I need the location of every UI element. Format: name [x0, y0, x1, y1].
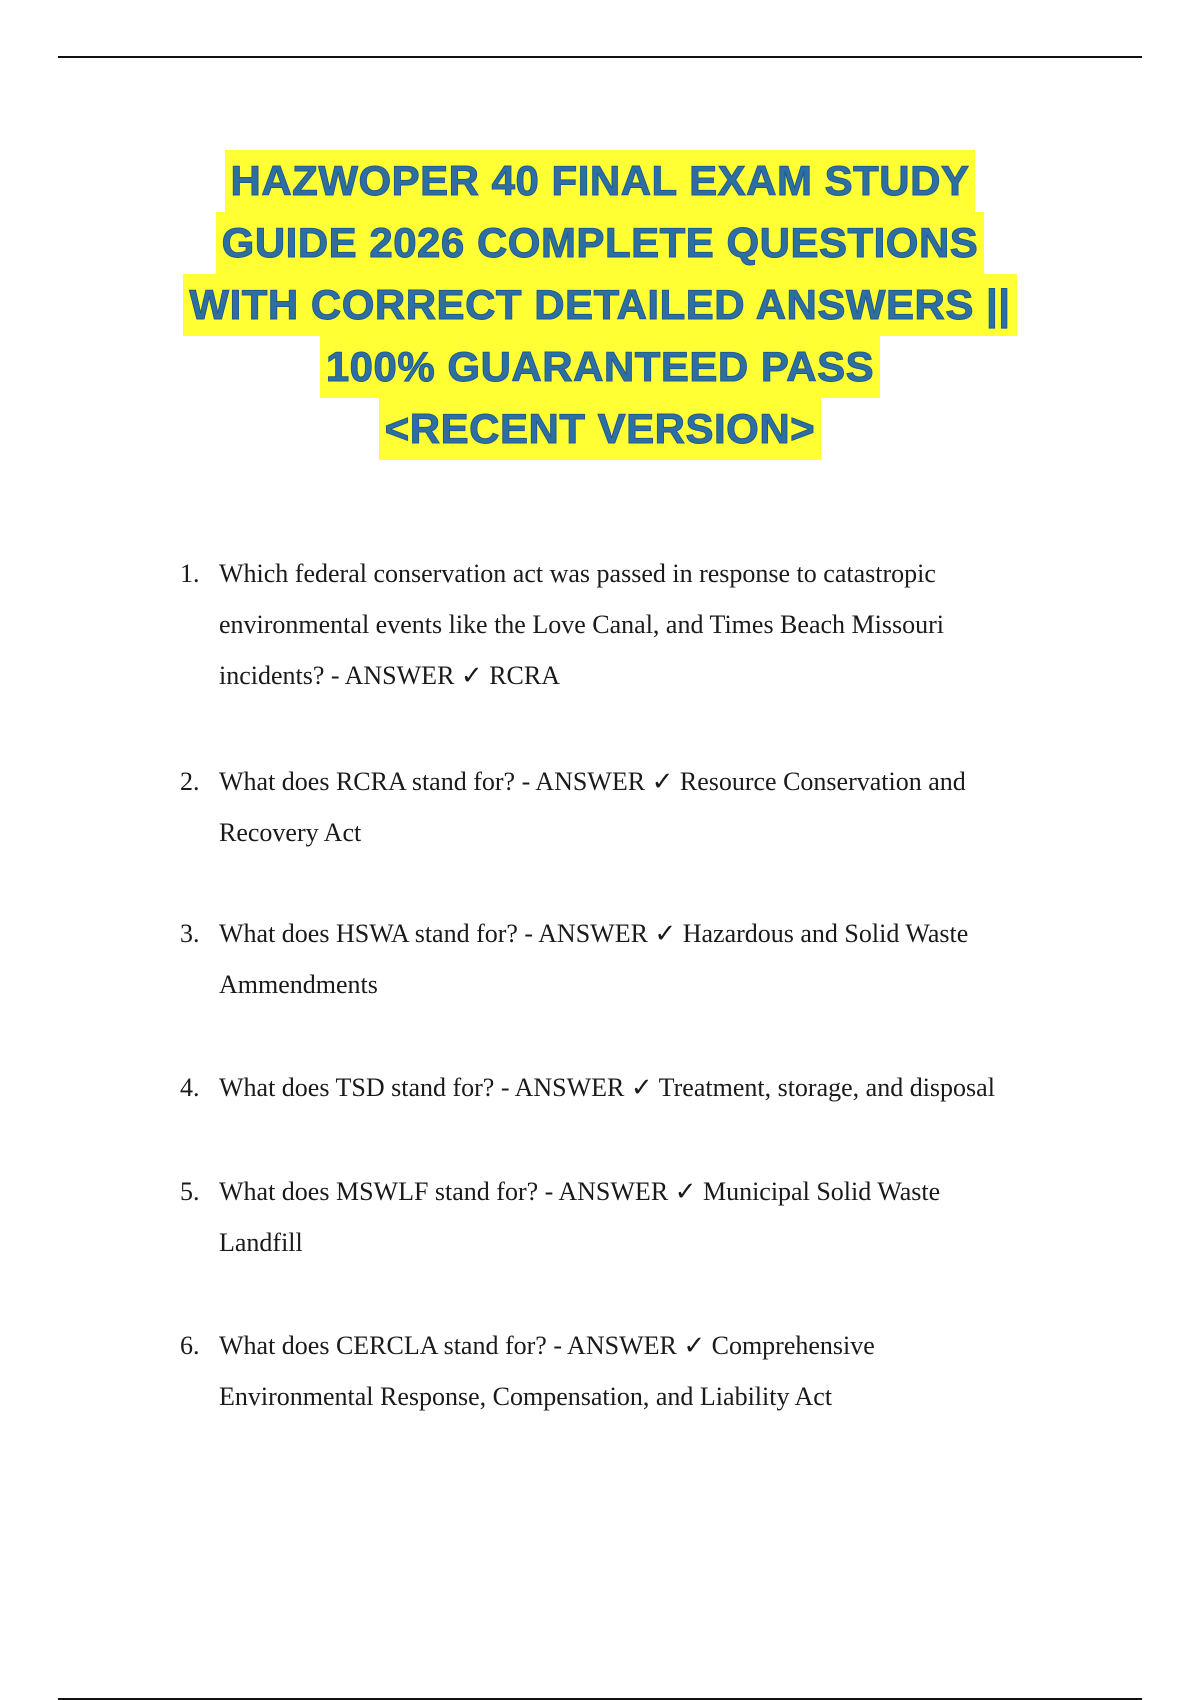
title-line-2: GUIDE 2026 COMPLETE QUESTIONS	[216, 212, 985, 274]
question-text: What does RCRA stand for? - ANSWER ✓ Resource Conservation and Recovery Act	[219, 767, 966, 847]
question-item-1	[180, 548, 1080, 701]
question-text: What does CERCLA stand for? - ANSWER ✓ Comprehensive Environmental Response, Compensation, and Liability Act	[219, 1331, 875, 1411]
question-number: 1.	[180, 559, 200, 588]
question-item-6	[180, 1320, 1080, 1422]
question-number: 4.	[180, 1073, 200, 1102]
title-line-1: HAZWOPER 40 FINAL EXAM STUDY	[225, 150, 976, 212]
question-text: What does TSD stand for? - ANSWER ✓ Treatment, storage, and disposal	[219, 1073, 995, 1102]
question-item-3	[180, 908, 1080, 1010]
question-number: 6.	[180, 1331, 200, 1360]
question-text: What does HSWA stand for? - ANSWER ✓ Hazardous and Solid Waste Ammendments	[219, 919, 969, 999]
question-number: 3.	[180, 919, 200, 948]
question-list	[180, 548, 1080, 1422]
question-text: Which federal conservation act was passed in response to catastropic environmental events like the Love Canal, and Times Beach Missouri incidents? - ANSWER ✓ RCRA	[219, 559, 944, 690]
title-line-5: <RECENT VERSION>	[379, 398, 821, 460]
document-title	[100, 150, 1100, 460]
title-line-4: 100% GUARANTEED PASS	[320, 336, 880, 398]
question-number: 2.	[180, 767, 200, 796]
question-item-4	[180, 1062, 1080, 1113]
top-rule	[58, 56, 1142, 58]
question-number: 5.	[180, 1177, 200, 1206]
title-line-3: WITH CORRECT DETAILED ANSWERS ||	[183, 274, 1016, 336]
question-item-5	[180, 1166, 1080, 1268]
question-item-2	[180, 756, 1080, 858]
question-text: What does MSWLF stand for? - ANSWER ✓ Municipal Solid Waste Landfill	[219, 1177, 941, 1257]
